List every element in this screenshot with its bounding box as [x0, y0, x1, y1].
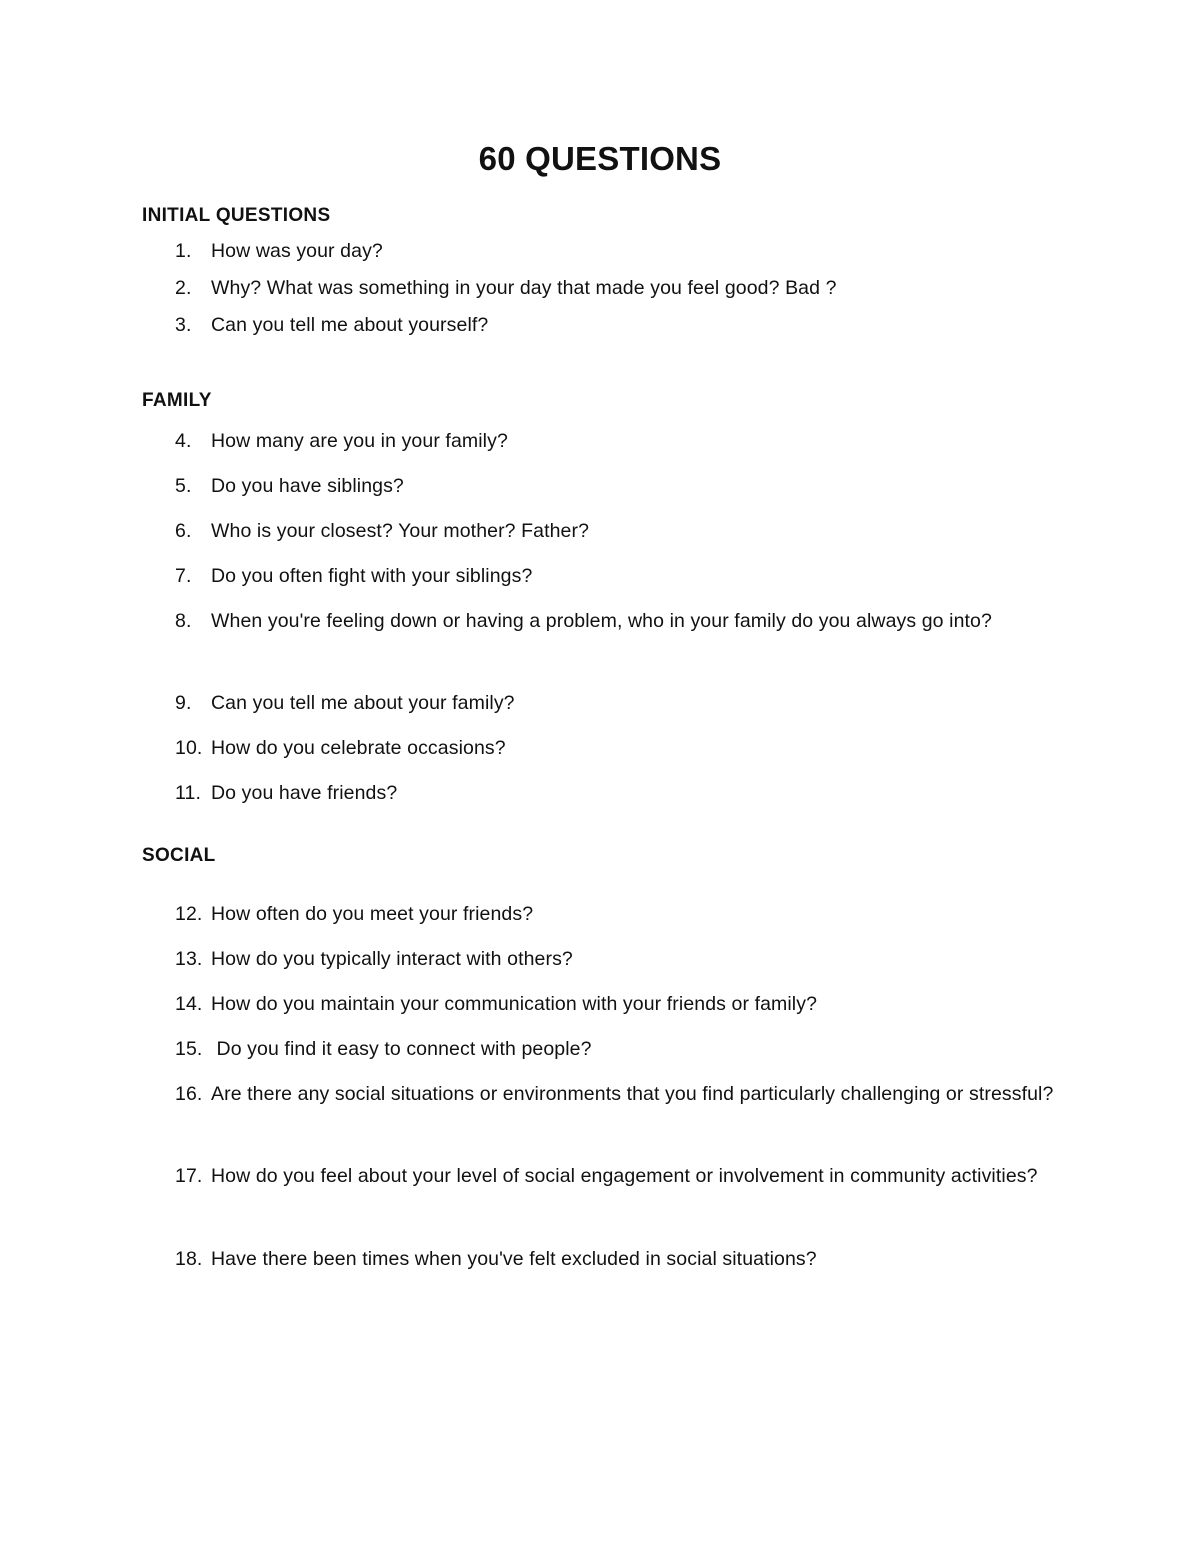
question-number: 16. [175, 1083, 203, 1105]
question-item [175, 1076, 1056, 1113]
question-text: How often do you meet your friends? [211, 903, 534, 925]
question-text: Do you have friends? [211, 782, 398, 804]
question-item [175, 270, 837, 307]
question-text: Why? What was something in your day that made you feel good? Bad ? [211, 277, 837, 299]
question-item [175, 558, 532, 595]
question-item [175, 233, 383, 270]
question-number: 13. [175, 948, 203, 970]
question-number: 2. [175, 277, 192, 299]
question-item [175, 307, 488, 344]
question-item [175, 896, 533, 933]
question-number: 17. [175, 1165, 203, 1187]
question-item [175, 1158, 1056, 1195]
question-item [175, 941, 573, 978]
question-number: 7. [175, 565, 192, 587]
question-number: 1. [175, 240, 192, 262]
question-number: 18. [175, 1248, 203, 1270]
question-number: 15. [175, 1038, 203, 1060]
section-heading-initial: INITIAL QUESTIONS [142, 205, 331, 226]
question-number: 5. [175, 475, 192, 497]
question-number: 3. [175, 314, 192, 336]
question-item [175, 1031, 592, 1068]
question-text: Are there any social situations or environments that you find particularly challenging or stressful? [211, 1083, 1054, 1105]
question-text: How do you typically interact with others? [211, 948, 573, 970]
question-number: 12. [175, 903, 203, 925]
question-text: Do you find it easy to connect with people? [211, 1038, 592, 1060]
question-item [175, 1241, 817, 1278]
question-item [175, 423, 508, 460]
question-text: How do you celebrate occasions? [211, 737, 506, 759]
question-text: Who is your closest? Your mother? Father? [211, 520, 590, 542]
question-item [175, 513, 589, 550]
question-text: When you're feeling down or having a problem, who in your family do you always go into? [211, 610, 992, 632]
question-text: Do you have siblings? [211, 475, 404, 497]
section-heading-family: FAMILY [142, 390, 212, 411]
question-text: How do you feel about your level of social engagement or involvement in community activities? [211, 1165, 1038, 1187]
question-number: 6. [175, 520, 192, 542]
question-text: Can you tell me about yourself? [211, 314, 489, 336]
page-title: 60 QUESTIONS [478, 140, 722, 177]
question-number: 8. [175, 610, 192, 632]
question-item [175, 685, 515, 722]
question-text: Have there been times when you've felt excluded in social situations? [211, 1248, 817, 1270]
question-number: 14. [175, 993, 203, 1015]
question-item [175, 603, 1056, 640]
question-item [175, 730, 506, 767]
question-text: How was your day? [211, 240, 383, 262]
question-number: 4. [175, 430, 192, 452]
question-text: How do you maintain your communication with your friends or family? [211, 993, 818, 1015]
question-item [175, 775, 397, 812]
question-text: Can you tell me about your family? [211, 692, 515, 714]
question-number: 9. [175, 692, 192, 714]
question-item [175, 986, 817, 1023]
question-number: 10. [175, 737, 203, 759]
section-heading-social: SOCIAL [142, 845, 216, 866]
question-item [175, 468, 404, 505]
question-number: 11. [175, 782, 201, 804]
question-text: Do you often fight with your siblings? [211, 565, 533, 587]
question-text: How many are you in your family? [211, 430, 508, 452]
